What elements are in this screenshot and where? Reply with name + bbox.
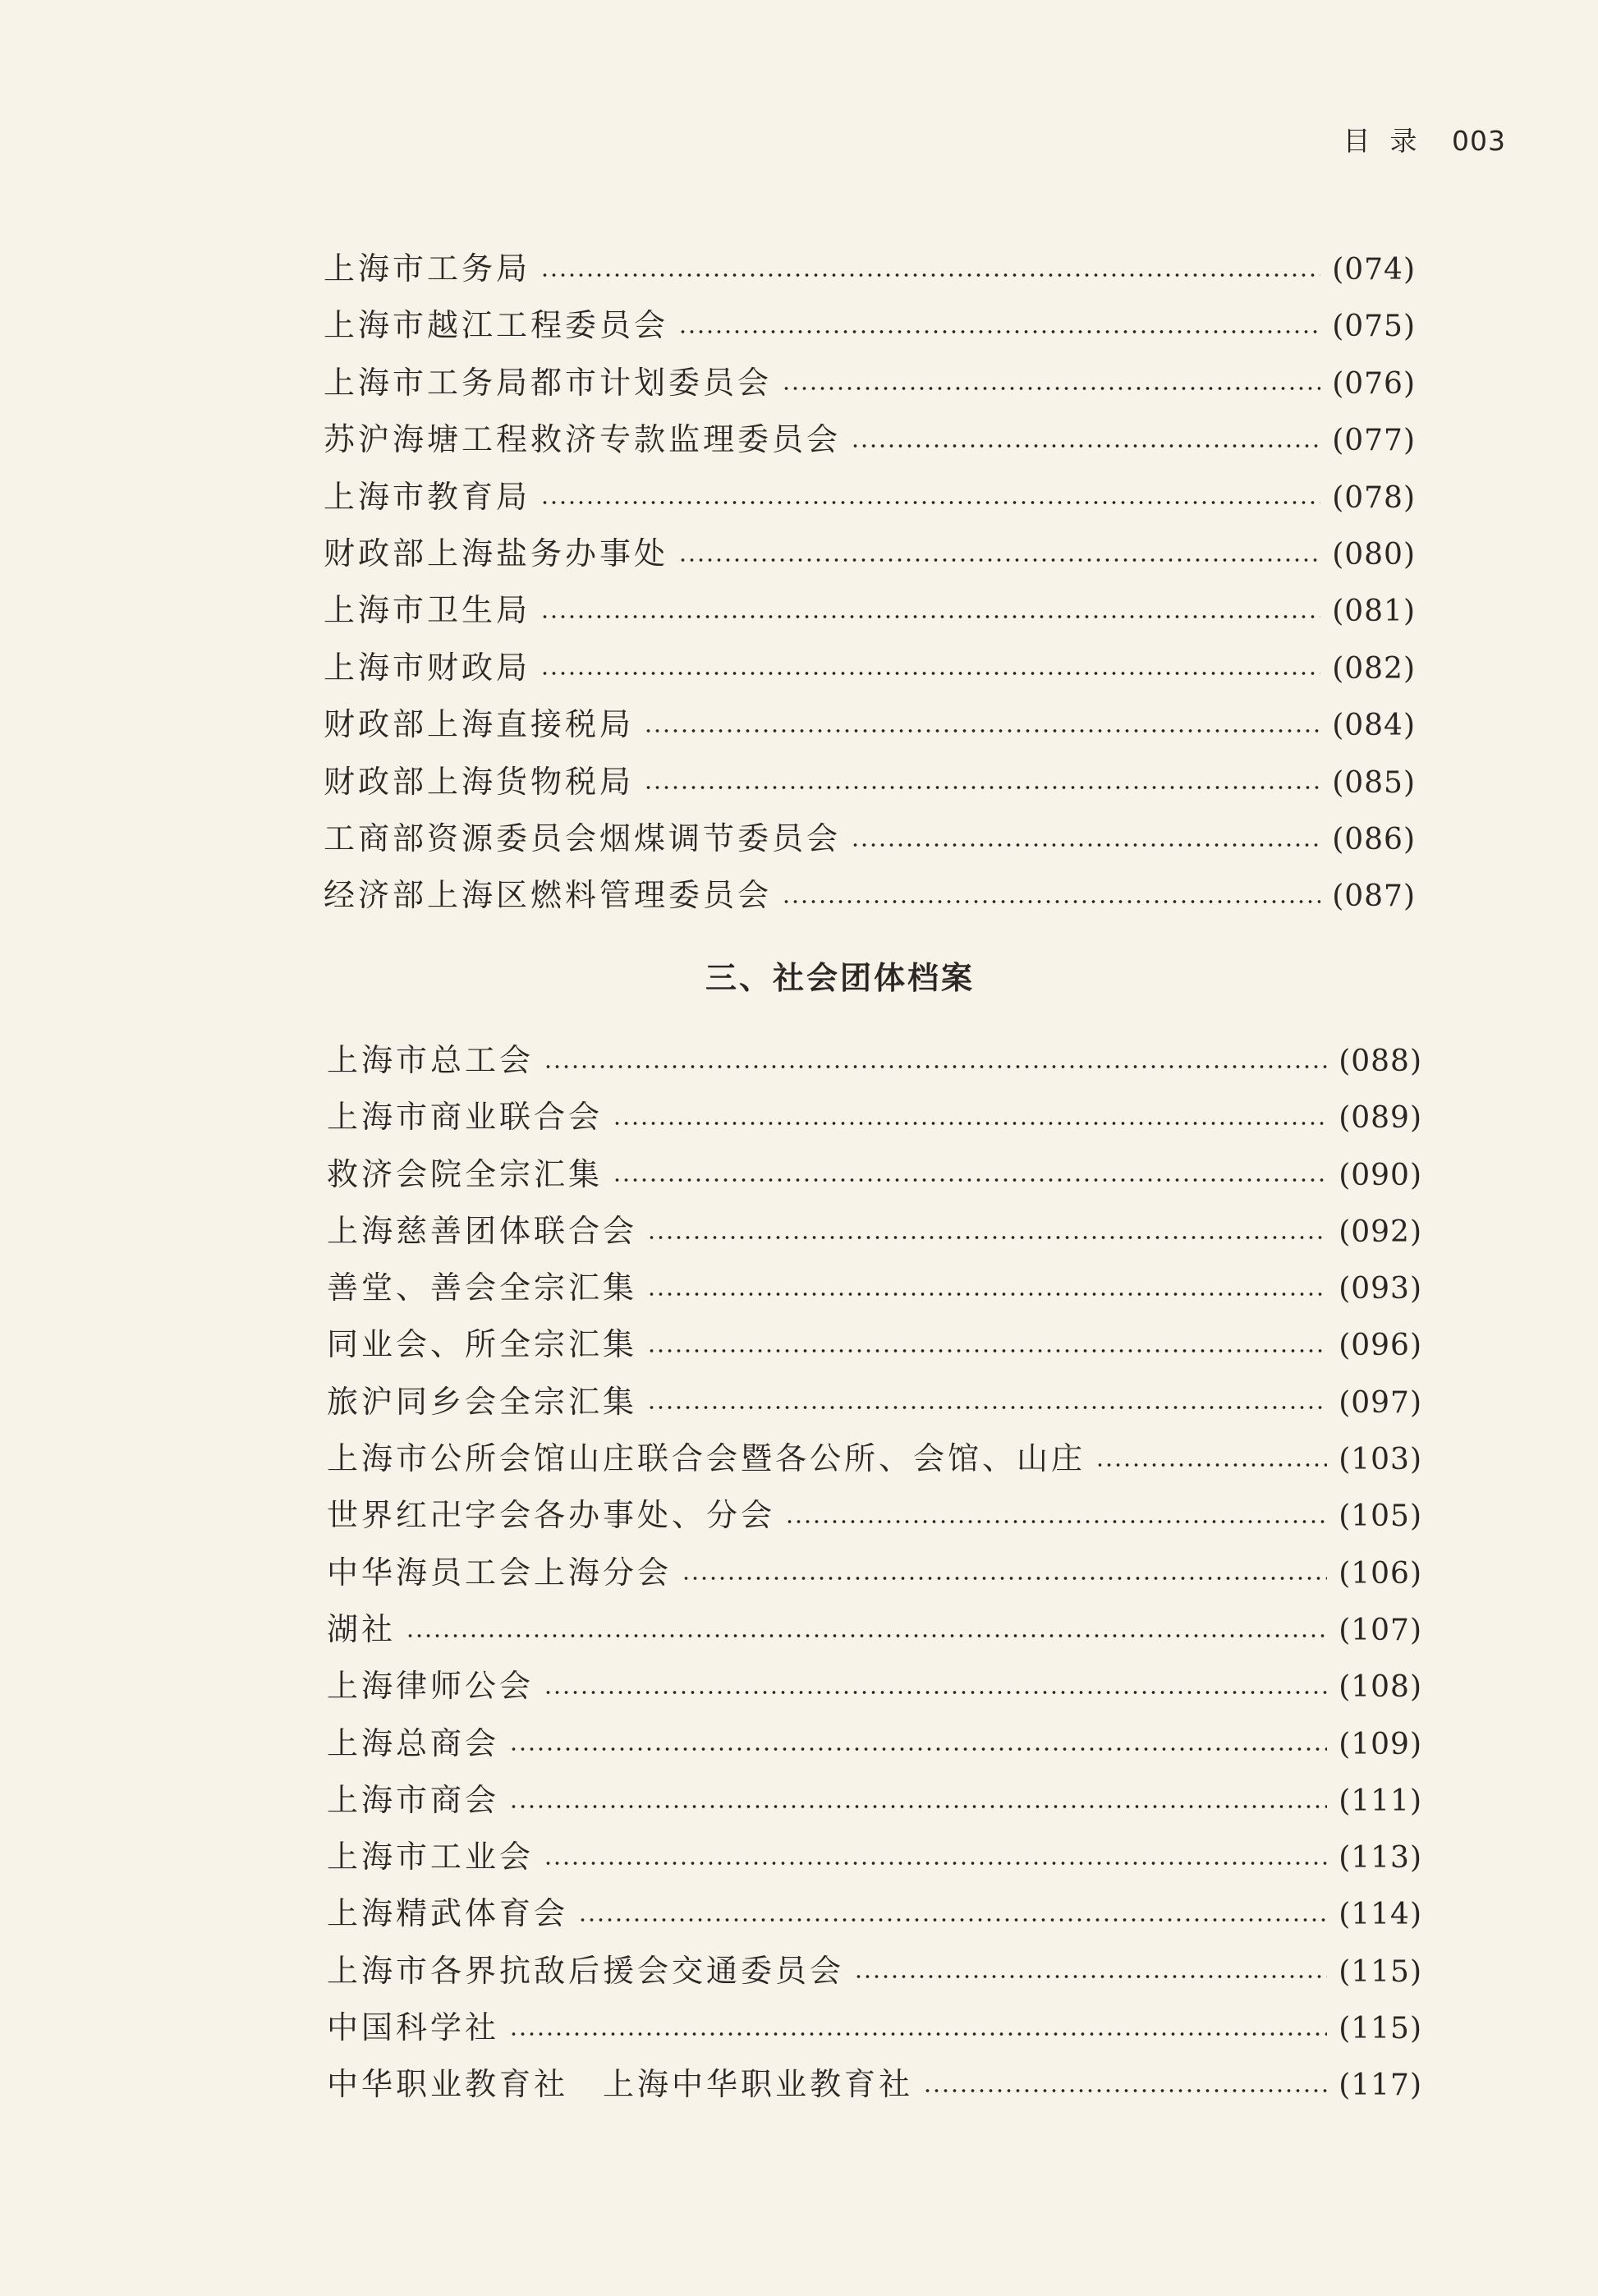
dot-leader	[540, 501, 1320, 504]
toc-entry-page: (085)	[1332, 765, 1416, 800]
dot-leader	[647, 1406, 1327, 1409]
toc-entry-title: 湖社	[327, 1610, 397, 1647]
toc-entry-page: (089)	[1339, 1101, 1422, 1136]
dot-leader	[851, 444, 1320, 448]
toc-entry	[324, 870, 1416, 926]
toc-entry	[324, 300, 1416, 356]
toc-entry	[327, 2002, 1422, 2059]
toc-entry-title: 世界红卍字会各办事处、分会	[327, 1497, 776, 1534]
toc-entry-title: 上海市工务局	[324, 250, 531, 287]
toc-entry	[324, 243, 1416, 300]
dot-leader	[540, 273, 1320, 277]
toc-entry	[324, 813, 1416, 870]
dot-leader	[613, 1178, 1327, 1182]
toc-entry-title: 财政部上海直接税局	[324, 706, 635, 743]
toc-list-government	[324, 243, 1416, 927]
dot-leader	[1095, 1463, 1327, 1467]
dot-leader	[647, 1293, 1327, 1296]
toc-entry-page: (078)	[1332, 480, 1416, 515]
toc-entry-page: (106)	[1339, 1556, 1422, 1591]
running-head-page-number: 003	[1452, 125, 1506, 157]
section-heading: 三、社会团体档案	[705, 960, 975, 996]
toc-entry-page: (111)	[1339, 1784, 1422, 1818]
toc-entry	[324, 357, 1416, 414]
toc-entry-title: 苏沪海塘工程救济专款监理委员会	[324, 421, 842, 458]
toc-entry-page: (103)	[1339, 1443, 1422, 1477]
dot-leader	[647, 1349, 1327, 1352]
toc-entry-title: 上海市教育局	[324, 478, 531, 515]
toc-entry	[327, 1376, 1422, 1433]
toc-entry-title: 上海市公所会馆山庄联合会暨各公所、会馆、山庄	[327, 1440, 1086, 1477]
toc-entry-page: (115)	[1339, 1954, 1422, 1989]
toc-entry	[324, 471, 1416, 528]
toc-entry	[327, 1490, 1422, 1546]
toc-entry	[327, 1547, 1422, 1604]
toc-entry	[327, 1888, 1422, 1945]
toc-entry-page: (081)	[1332, 595, 1416, 629]
toc-entry-page: (077)	[1332, 424, 1416, 458]
dot-leader	[678, 558, 1320, 562]
toc-entry	[327, 2059, 1422, 2115]
dot-leader	[851, 843, 1320, 847]
toc-entry	[327, 1149, 1422, 1205]
toc-entry-page: (108)	[1339, 1670, 1422, 1705]
toc-entry-title: 善堂、善会全宗汇集	[327, 1270, 638, 1306]
toc-entry-page: (088)	[1339, 1045, 1422, 1078]
toc-entry-title: 经济部上海区燃料管理委员会	[324, 877, 773, 914]
dot-leader	[544, 1065, 1327, 1068]
toc-entry-page: (082)	[1332, 651, 1416, 686]
toc-entry-title: 上海市越江工程委员会	[324, 307, 669, 344]
toc-entry	[327, 1091, 1422, 1148]
toc-entry-title: 财政部上海货物税局	[324, 763, 635, 800]
toc-entry-title: 同业会、所全宗汇集	[327, 1326, 638, 1363]
toc-entry	[327, 1604, 1422, 1660]
toc-entry-page: (087)	[1332, 879, 1416, 914]
toc-entry-page: (113)	[1339, 1841, 1422, 1876]
toc-entry-page: (090)	[1339, 1158, 1422, 1192]
toc-entry	[327, 1319, 1422, 1375]
toc-entry	[327, 1262, 1422, 1319]
toc-entry-page: (084)	[1332, 709, 1416, 743]
dot-leader	[923, 2089, 1327, 2092]
toc-entry-page: (117)	[1339, 2069, 1422, 2103]
toc-entry-title: 上海市工业会	[327, 1839, 535, 1876]
toc-entry	[324, 642, 1416, 699]
toc-entry-title: 上海市商业联合会	[327, 1099, 604, 1136]
toc-entry-title: 救济会院全宗汇集	[327, 1155, 604, 1192]
toc-entry-title: 中华职业教育社 上海中华职业教育社	[327, 2066, 914, 2103]
dot-leader	[540, 672, 1320, 675]
running-head	[1343, 120, 1507, 158]
toc-entry	[324, 756, 1416, 813]
dot-leader	[544, 1862, 1327, 1865]
toc-entry-page: (080)	[1332, 537, 1416, 572]
toc-entry	[327, 1945, 1422, 2002]
dot-leader	[678, 330, 1320, 333]
toc-entry-page: (096)	[1339, 1329, 1422, 1363]
toc-entry-title: 中国科学社	[327, 2009, 500, 2046]
dot-leader	[854, 1975, 1327, 1978]
toc-entry-title: 上海总商会	[327, 1724, 500, 1761]
dot-leader	[406, 1634, 1327, 1637]
toc-entry-title: 上海律师公会	[327, 1668, 535, 1705]
toc-entry-page: (097)	[1339, 1385, 1422, 1420]
dot-leader	[544, 1691, 1327, 1694]
toc-entry-title: 上海市总工会	[327, 1042, 535, 1078]
dot-leader	[644, 729, 1320, 732]
toc-entry-title: 工商部资源委员会烟煤调节委员会	[324, 820, 842, 856]
toc-entry	[324, 528, 1416, 585]
dot-leader	[785, 1520, 1327, 1523]
toc-entry	[327, 1205, 1422, 1262]
toc-entry-title: 旅沪同乡会全宗汇集	[327, 1383, 638, 1420]
dot-leader	[644, 786, 1320, 789]
toc-entry	[324, 414, 1416, 471]
dot-leader	[578, 1918, 1327, 1922]
toc-entry	[327, 1831, 1422, 1888]
dot-leader	[509, 1747, 1327, 1751]
toc-entry-title: 上海市财政局	[324, 649, 531, 686]
toc-entry	[324, 699, 1416, 755]
running-head-title: 目录	[1343, 125, 1437, 157]
toc-entry	[327, 1035, 1422, 1091]
dot-leader	[782, 387, 1320, 390]
toc-entry-page: (114)	[1339, 1898, 1422, 1932]
dot-leader	[509, 2032, 1327, 2036]
toc-entry-page: (074)	[1332, 253, 1416, 287]
toc-entry-page: (075)	[1332, 310, 1416, 344]
toc-entry-title: 上海市卫生局	[324, 592, 531, 629]
toc-entry-page: (107)	[1339, 1613, 1422, 1647]
dot-leader	[647, 1236, 1327, 1239]
toc-entry-title: 上海慈善团体联合会	[327, 1212, 638, 1249]
dot-leader	[540, 615, 1320, 618]
toc-entry	[324, 585, 1416, 641]
toc-entry-page: (086)	[1332, 822, 1416, 856]
toc-entry-title: 上海精武体育会	[327, 1895, 569, 1932]
toc-entry-page: (076)	[1332, 366, 1416, 401]
toc-entry-page: (115)	[1339, 2012, 1422, 2046]
toc-entry-title: 上海市工务局都市计划委员会	[324, 364, 773, 401]
dot-leader	[613, 1122, 1327, 1125]
toc-entry	[327, 1433, 1422, 1490]
toc-list-social-organizations	[327, 1035, 1422, 2116]
dot-leader	[782, 900, 1320, 903]
toc-entry-title: 上海市商会	[327, 1781, 500, 1818]
toc-entry-page: (109)	[1339, 1727, 1422, 1761]
toc-entry-page: (105)	[1339, 1499, 1422, 1534]
toc-entry-title: 财政部上海盐务办事处	[324, 535, 669, 572]
dot-leader	[682, 1577, 1327, 1580]
toc-entry	[327, 1718, 1422, 1775]
toc-entry-title: 上海市各界抗敌后援会交通委员会	[327, 1952, 845, 1989]
dot-leader	[509, 1805, 1327, 1808]
toc-entry-page: (093)	[1339, 1272, 1422, 1306]
toc-entry-title: 中华海员工会上海分会	[327, 1554, 673, 1591]
toc-entry	[327, 1775, 1422, 1831]
toc-entry	[327, 1660, 1422, 1717]
toc-entry-page: (092)	[1339, 1215, 1422, 1249]
